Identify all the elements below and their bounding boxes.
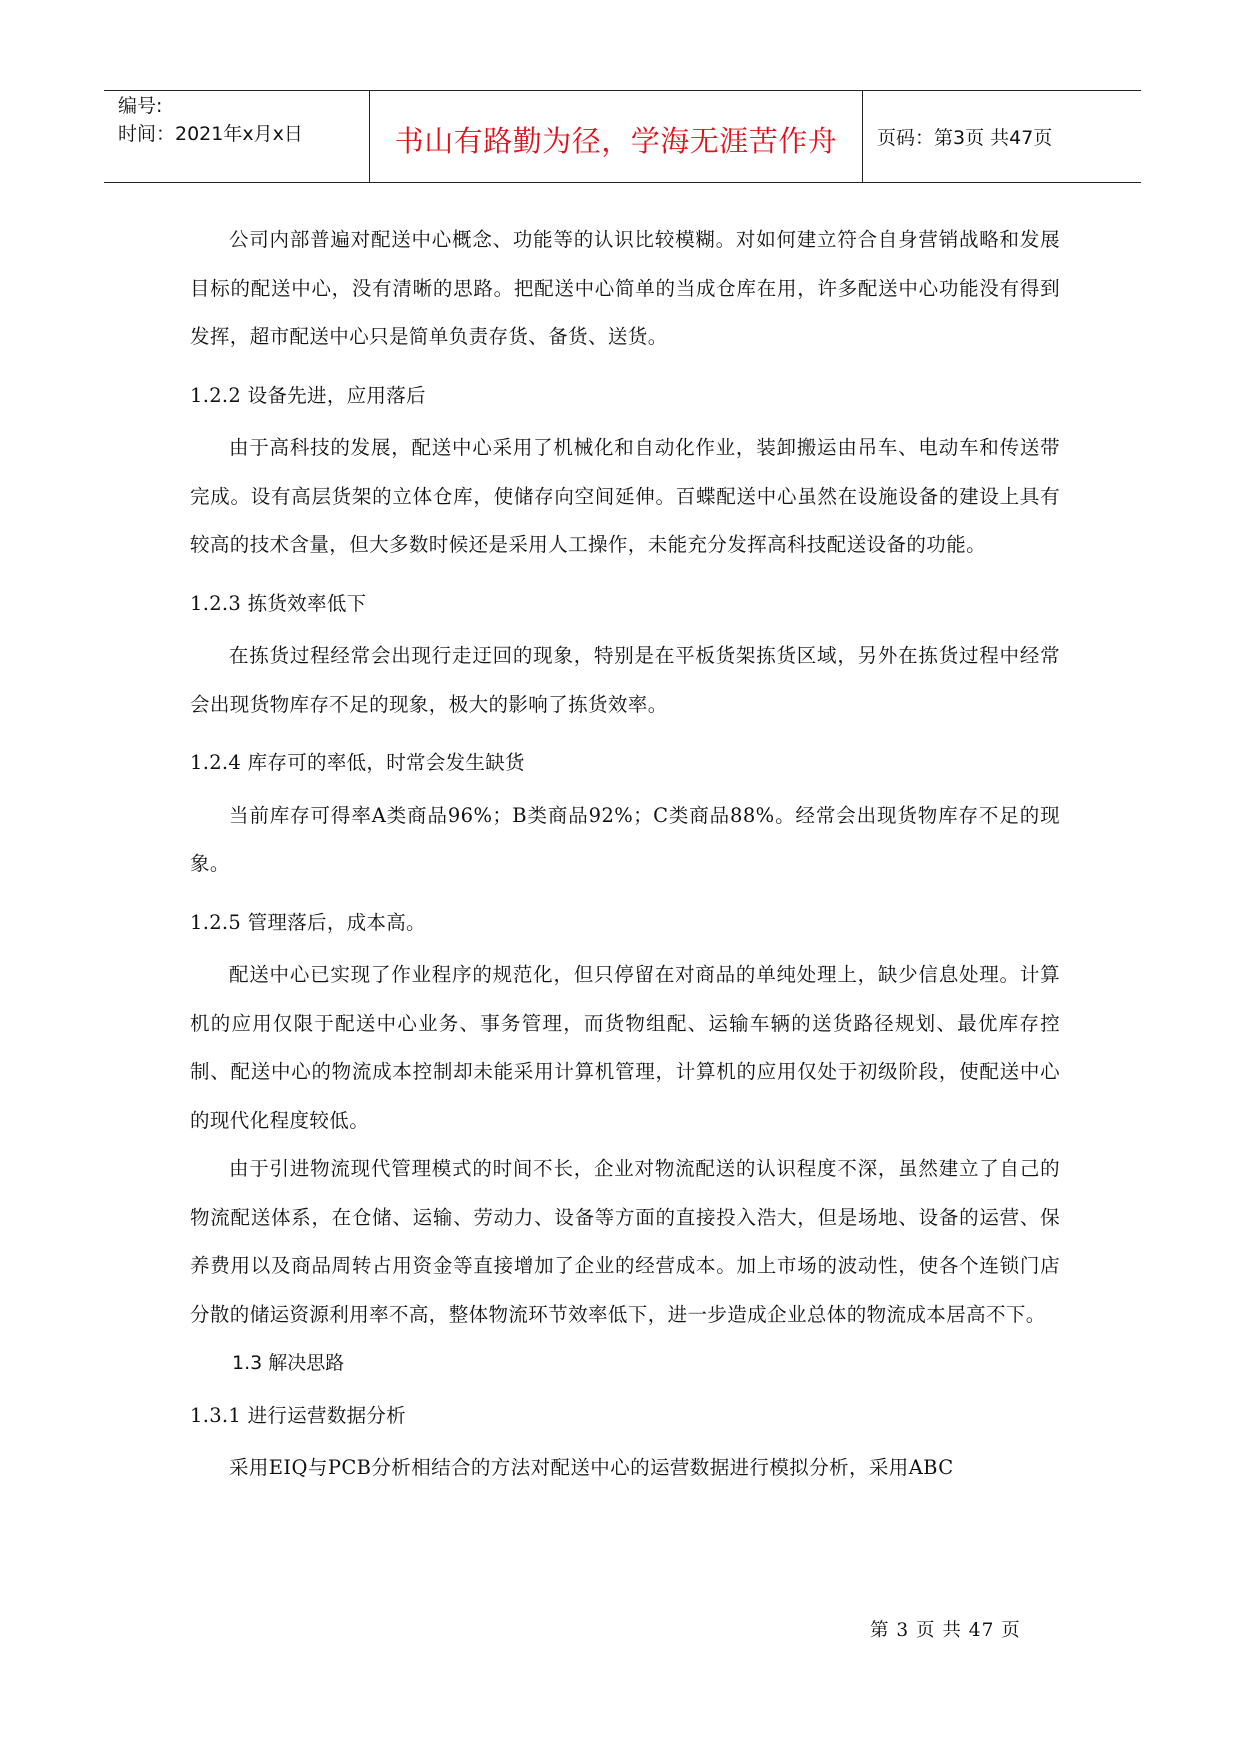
section-heading-1-3: 1.3 解决思路 <box>232 1352 345 1374</box>
header-motto: 书山有路勤为径，学海无涯苦作舟 <box>394 124 838 158</box>
body-paragraph: 公司内部普遍对配送中心概念、功能等的认识比较模糊。对如何建立符合自身营销战略和发展目标的配送中心，没有清晰的思路。把配送中心简单的当成仓库在用，许多配送中心功能没有得到发挥，超市配送中心只是简单负责存货、备货、送货。 <box>190 228 1060 348</box>
document-time-label: 时间：2021年x月x日 <box>118 123 303 145</box>
document-number-label: 编号: <box>118 95 163 117</box>
document-body <box>190 216 1060 1493</box>
section-heading-1-2-3: 1.2.3 拣货效率低下 <box>190 591 367 615</box>
body-paragraph: 由于引进物流现代管理模式的时间不长，企业对物流配送的认识程度不深，虽然建立了自己的物流配送体系，在仓储、运输、劳动力、设备等方面的直接投入浩大，但是场地、设备的运营、保养费用以及商品周转占用资金等直接增加了企业的经营成本。加上市场的波动性，使各个连锁门店分散的储运资源利用率不高，整体物流环节效率低下，进一步造成企业总体的物流成本居高不下。 <box>190 1157 1060 1326</box>
section-heading-1-2-5: 1.2.5 管理落后，成本高。 <box>190 910 426 934</box>
section-heading-1-3-1: 1.3.1 进行运营数据分析 <box>190 1403 407 1427</box>
body-paragraph: 采用EIQ与PCB分析相结合的方法对配送中心的运营数据进行模拟分析，采用ABC <box>229 1456 954 1479</box>
header-page-cell <box>863 91 1141 182</box>
document-header <box>104 90 1141 183</box>
body-paragraph: 当前库存可得率A类商品96%；B类商品92%；C类商品88%。经常会出现货物库存不足的现象。 <box>190 803 1060 875</box>
body-paragraph: 由于高科技的发展，配送中心采用了机械化和自动化作业，装卸搬运由吊车、电动车和传送带完成。设有高层货架的立体仓库，使储存向空间延伸。百蝶配送中心虽然在设施设备的建设上具有较高的技术含量，但大多数时候还是采用人工操作，未能充分发挥高科技配送设备的功能。 <box>190 436 1060 556</box>
header-page-code: 页码：第3页 共47页 <box>877 127 1053 149</box>
body-paragraph: 在拣货过程经常会出现行走迂回的现象，特别是在平板货架拣货区域，另外在拣货过程中经常会出现货物库存不足的现象，极大的影响了拣货效率。 <box>190 644 1060 716</box>
page-footer: 第 3 页 共 47 页 <box>870 1620 1021 1641</box>
section-heading-1-2-4: 1.2.4 库存可的率低，时常会发生缺货 <box>190 751 525 774</box>
header-info-cell <box>104 91 369 182</box>
header-motto-cell <box>369 91 863 182</box>
section-heading-1-2-2: 1.2.2 设备先进，应用落后 <box>190 383 426 407</box>
body-paragraph: 配送中心已实现了作业程序的规范化，但只停留在对商品的单纯处理上，缺少信息处理。计算机的应用仅限于配送中心业务、事务管理，而货物组配、运输车辆的送货路径规划、最优库存控制、配送中心的物流成本控制却未能采用计算机管理，计算机的应用仅处于初级阶段，使配送中心的现代化程度较低。 <box>190 963 1060 1132</box>
